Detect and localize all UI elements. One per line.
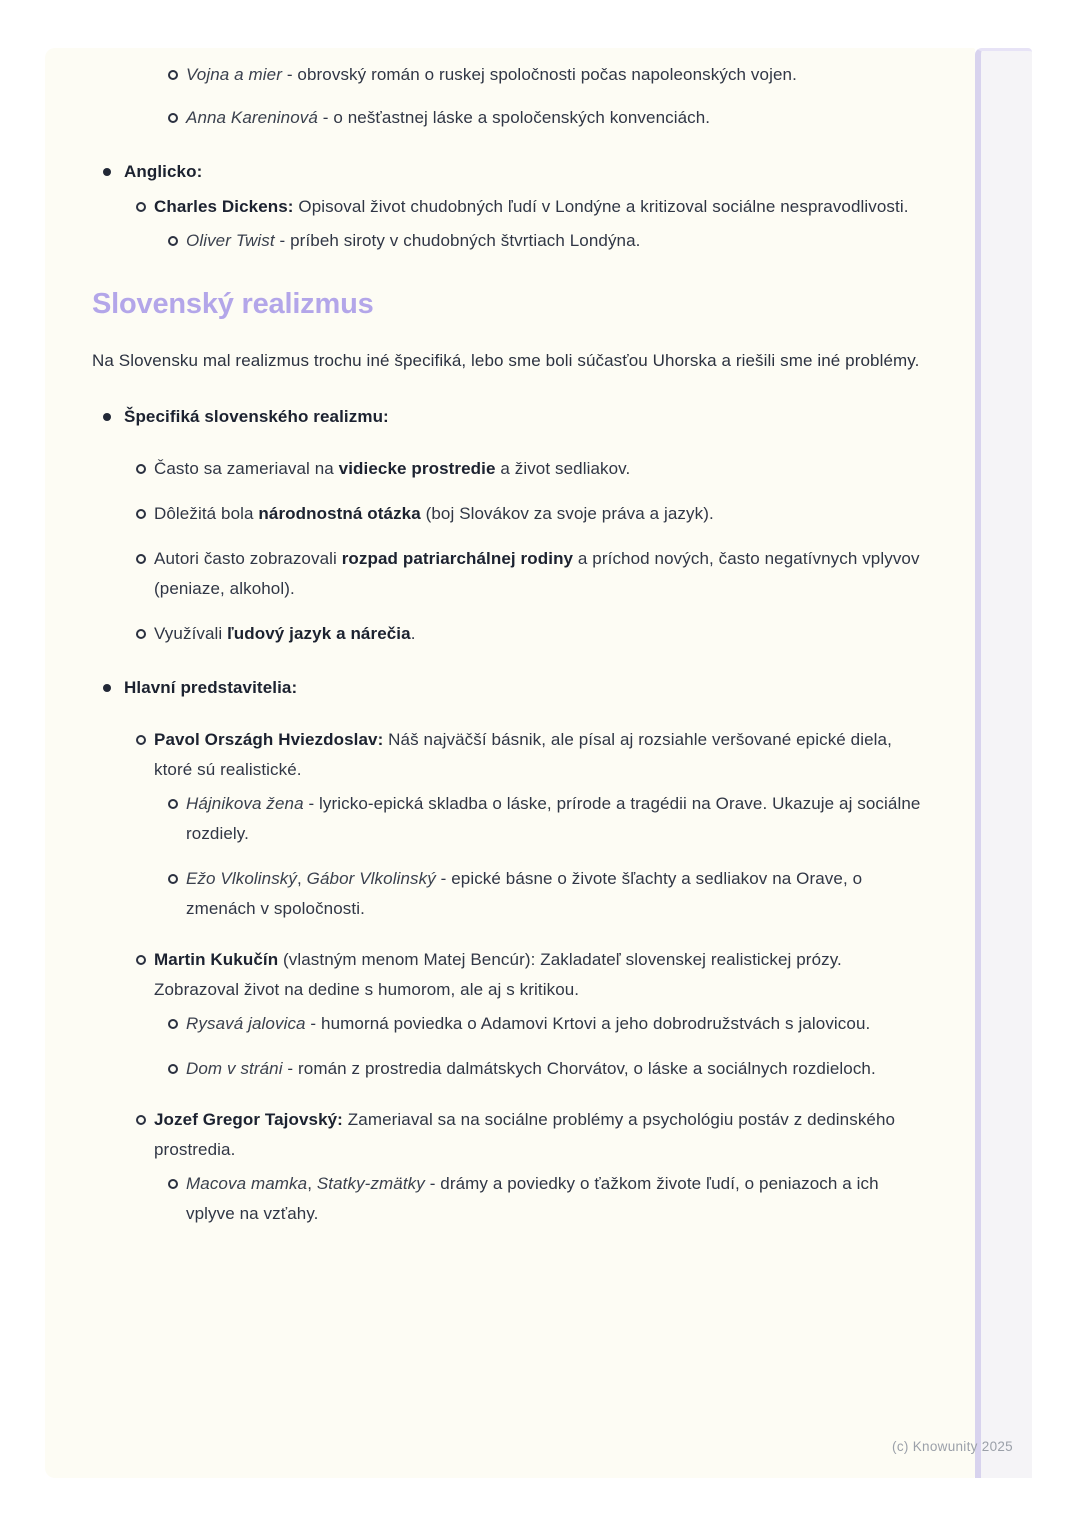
authors-list [124,725,928,1229]
tajovsky-works-list [154,1169,928,1229]
text-run: - drámy a poviedky o ťažkom živote ľudí, o peniazoch a ich vplyve na vzťahy. [186,1174,879,1223]
bold-text-run: Martin Kukučín [154,950,279,969]
work-item [186,789,928,849]
bold-text-run: Špecifiká slovenského realizmu: [124,407,389,426]
solid-bullet-icon [103,413,111,421]
specifics-list [124,454,928,649]
list-item [92,103,928,133]
list-item [124,192,928,256]
list-item-text [186,103,928,133]
text-run: - príbeh siroty v chudobných štvrtiach Londýna. [274,231,641,250]
list-item [124,499,928,529]
text-run: Využívali [154,624,228,643]
bold-text-run: Hlavní predstavitelia: [124,678,298,697]
england-label [124,157,928,187]
representatives-section [92,673,928,1229]
hviezdoslav-works-list [154,789,928,924]
hollow-bullet-icon [136,955,146,965]
kukucin-works-list [154,1009,928,1084]
representatives-label [124,673,928,703]
italic-text-run: Dom v stráni [186,1059,283,1078]
dickens-works-list [154,226,928,256]
dickens-entry [154,192,928,222]
text-run: (vlastným menom Matej Bencúr): Zakladateľ slovenskej realistickej prózy. Zobrazoval život na dedine s humorom, ale aj s kritikou. [154,950,842,999]
specific-item [154,499,928,529]
kukucin-entry [154,945,928,1005]
list-item [92,157,928,256]
hollow-bullet-icon [168,874,178,884]
bold-text-run: Jozef Gregor Tajovský: [154,1110,343,1129]
hollow-bullet-icon [168,1064,178,1074]
text-run: Zameriaval sa na sociálne problémy a psychológiu postáv z dedinského prostredia. [154,1110,896,1159]
specific-item [154,544,928,604]
text-run: . [410,624,416,643]
list-item [124,619,928,649]
list-item [154,226,928,256]
work-item [186,1169,928,1229]
list-item [92,402,928,649]
work-item [186,1054,928,1084]
text-run: - román z prostredia dalmátskych Chorvátov, o láske a sociálnych rozdieloch. [282,1059,876,1078]
bold-text-run: Pavol Országh Hviezdoslav: [154,730,384,749]
list-item [154,1009,928,1039]
tajovsky-entry [154,1105,928,1165]
list-item [154,1054,928,1084]
oliver-twist-entry [186,226,928,256]
specific-item [154,454,928,484]
specifics-label [124,402,928,432]
bold-text-run: ľudový jazyk a nárečia [227,624,411,643]
text-run: Dôležitá bola [154,504,259,523]
hollow-bullet-icon [168,70,178,80]
list-item [154,789,928,849]
solid-bullet-icon [103,168,111,176]
bold-text-run: Charles Dickens: [154,197,294,216]
text-run: - obrovský román o ruskej spoločnosti počas napoleonských vojen. [282,65,797,84]
work-item [186,1009,928,1039]
list-item [92,60,928,90]
text-run: - humorná poviedka o Adamovi Krtovi a jeho dobrodružstvách s jalovicou. [305,1014,871,1033]
text-run: Náš najväčší básnik, ale písal aj rozsiahle veršované epické diela, ktoré sú realistické. [154,730,892,779]
author-item [124,1105,928,1229]
specifics-section [92,402,928,649]
document-page [45,48,975,1478]
hollow-bullet-icon [168,113,178,123]
author-item [124,945,928,1084]
next-page-edge [975,48,1032,1478]
list-item [92,673,928,1229]
text-run: a príchod nových, často negatívnych vplyvov (peniaze, alkohol). [154,549,920,598]
specific-item [154,619,928,649]
work-item [186,864,928,924]
text-run: - epické básne o živote šľachty a sedliakov na Orave, o zmenách v spoločnosti. [186,869,863,918]
text-run: Autori často zobrazovali [154,549,342,568]
text-run: , [307,1174,317,1193]
intro-paragraph: Na Slovensku mal realizmus trochu iné špecifiká, lebo sme boli súčasťou Uhorska a riešili sme iné problémy. [92,351,920,370]
bold-text-run: rozpad patriarchálnej rodiny [341,549,574,568]
text-run: - lyricko-epická skladba o láske, prírode a tragédii na Orave. Ukazuje aj sociálne rozdiely. [186,794,921,843]
hviezdoslav-entry [154,725,928,785]
text-run: Často sa zameriaval na [154,459,339,478]
italic-text-run: Hájnikova žena [186,794,304,813]
text-run: (boj Slovákov za svoje práva a jazyk). [420,504,714,523]
text-run: , [297,869,307,888]
list-item-text [186,60,928,90]
text-run: - o nešťastnej láske a spoločenských konvenciách. [317,108,711,127]
bold-text-run: Anglicko: [124,162,203,181]
england-sublist [124,192,928,256]
italic-text-run: Gábor Vlkolinský [306,869,436,888]
hollow-bullet-icon [136,1115,146,1125]
italic-text-run: Statky-zmätky [316,1174,425,1193]
italic-text-run: Anna Kareninová [186,108,318,127]
text-run: Opisoval život chudobných ľudí v Londýne a kritizoval sociálne nespravodlivosti. [293,197,909,216]
italic-text-run: Oliver Twist [186,231,275,250]
hollow-bullet-icon [136,735,146,745]
italic-text-run: Ežo Vlkolinský [186,869,297,888]
italic-text-run: Macova mamka [186,1174,308,1193]
watermark: (c) Knowunity 2025 [892,1439,1013,1454]
hollow-bullet-icon [136,554,146,564]
hollow-bullet-icon [168,799,178,809]
section-heading: Slovenský realizmus [92,288,374,320]
bold-text-run: vidiecke prostredie [338,459,496,478]
bold-text-run: národnostná otázka [258,504,421,523]
author-item [124,725,928,924]
hollow-bullet-icon [168,236,178,246]
hollow-bullet-icon [136,629,146,639]
hollow-bullet-icon [168,1179,178,1189]
italic-text-run: Rysavá jalovica [186,1014,306,1033]
list-item [154,864,928,924]
solid-bullet-icon [103,684,111,692]
list-item [154,1169,928,1229]
text-run: a život sedliakov. [495,459,631,478]
hollow-bullet-icon [136,202,146,212]
list-item [124,454,928,484]
england-section [92,157,928,256]
hollow-bullet-icon [136,464,146,474]
list-item [124,544,928,604]
hollow-bullet-icon [136,509,146,519]
italic-text-run: Vojna a mier [186,65,283,84]
tolstoy-works-list [92,60,928,133]
hollow-bullet-icon [168,1019,178,1029]
